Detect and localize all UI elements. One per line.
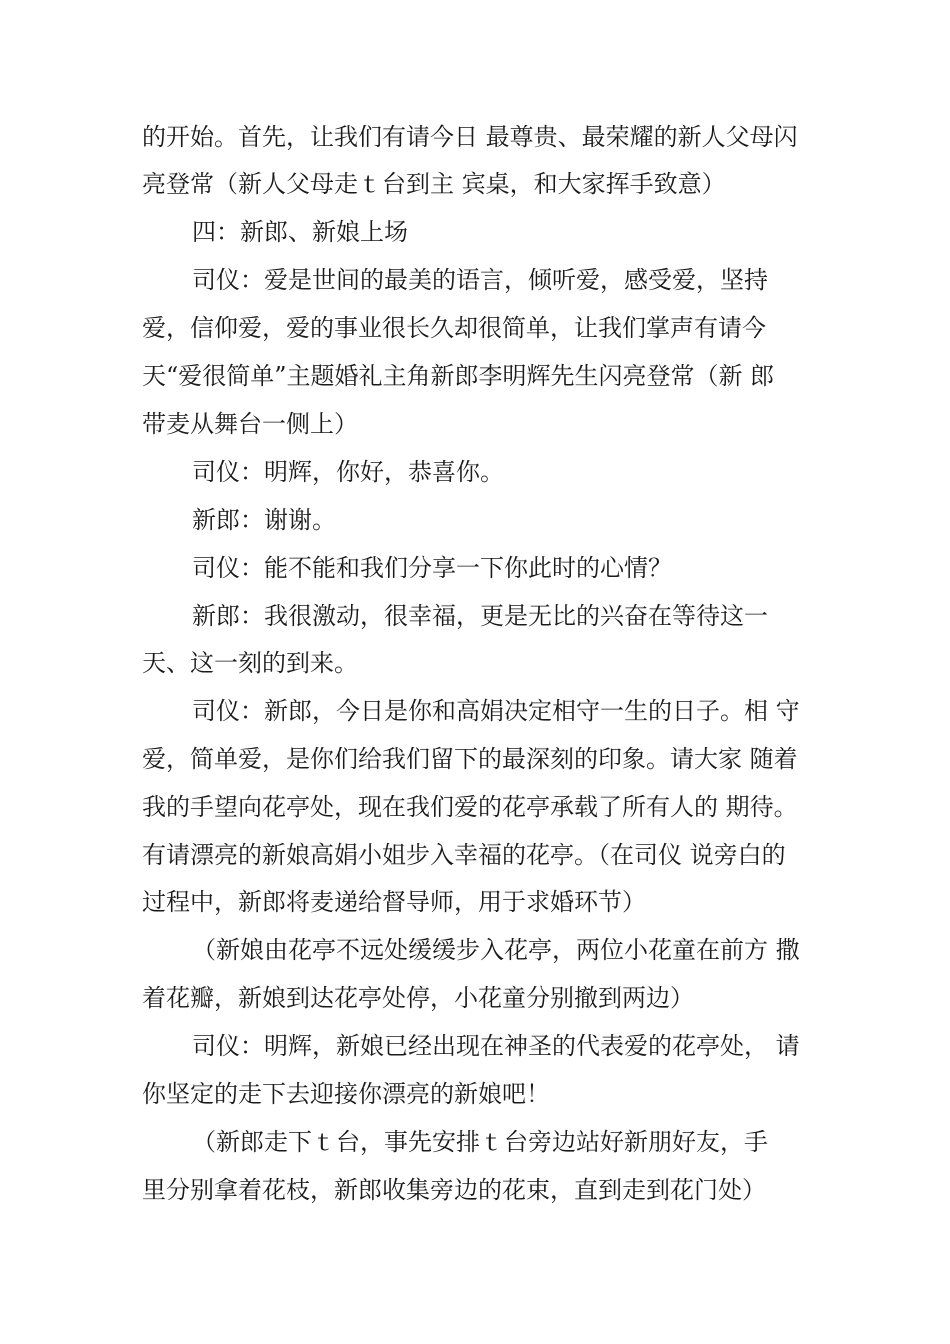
text-line: 新郎：我很激动，很幸福，更是无比的兴奋在等待这一 xyxy=(192,602,768,630)
text-line: 天、这一刻的到来。 xyxy=(142,649,358,677)
text-line: 过程中，新郎将麦递给督导师，用于求婚环节） xyxy=(142,888,646,916)
text-line: 我的手望向花亭处，现在我们爱的花亭承载了所有人的 期待。 xyxy=(142,793,798,821)
text-line: （新郎走下ｔ台，事先安排ｔ台旁边站好新朋好友，手 xyxy=(192,1128,768,1156)
text-line: 天“爱很简单”主题婚礼主角新郎李明辉先生闪亮登常（新 郎 xyxy=(142,362,775,390)
text-line: 司仪：新郎，今日是你和高娟决定相守一生的日子。相 守 xyxy=(192,697,800,725)
text-line: 司仪：明辉，新娘已经出现在神圣的代表爱的花亭处， 请 xyxy=(192,1032,800,1060)
text-line: 司仪：能不能和我们分享一下你此时的心情？ xyxy=(192,554,672,582)
text-line: 新郎：谢谢。 xyxy=(192,506,336,534)
text-line: 里分别拿着花枝，新郎收集旁边的花束，直到走到花门处） xyxy=(142,1176,766,1204)
text-line: 爱，简单爱，是你们给我们留下的最深刻的印象。请大家 随着 xyxy=(142,745,798,773)
text-line: 有请漂亮的新娘高娟小姐步入幸福的花亭。（在司仪 说旁白的 xyxy=(142,841,786,869)
text-line: 爱，信仰爱，爱的事业很长久却很简单，让我们掌声有请今 xyxy=(142,314,766,342)
text-line: 的开始。首先，让我们有请今日 最尊贵、最荣耀的新人父母闪 xyxy=(142,123,798,151)
text-line: 着花瓣，新娘到达花亭处停，小花童分别撤到两边） xyxy=(142,984,694,1012)
text-line: （新娘由花亭不远处缓缓步入花亭，两位小花童在前方 撒 xyxy=(192,936,800,964)
section-heading: 四：新郎、新娘上场 xyxy=(192,218,408,246)
text-line: 司仪：明辉，你好，恭喜你。 xyxy=(192,458,504,486)
text-line: 你坚定的走下去迎接你漂亮的新娘吧！ xyxy=(142,1080,550,1108)
text-line: 司仪：爱是世间的最美的语言，倾听爱，感受爱，坚持 xyxy=(192,266,768,294)
text-line: 亮登常（新人父母走ｔ台到主 宾桌，和大家挥手致意） xyxy=(142,170,726,198)
text-line: 带麦从舞台一侧上） xyxy=(142,410,358,438)
